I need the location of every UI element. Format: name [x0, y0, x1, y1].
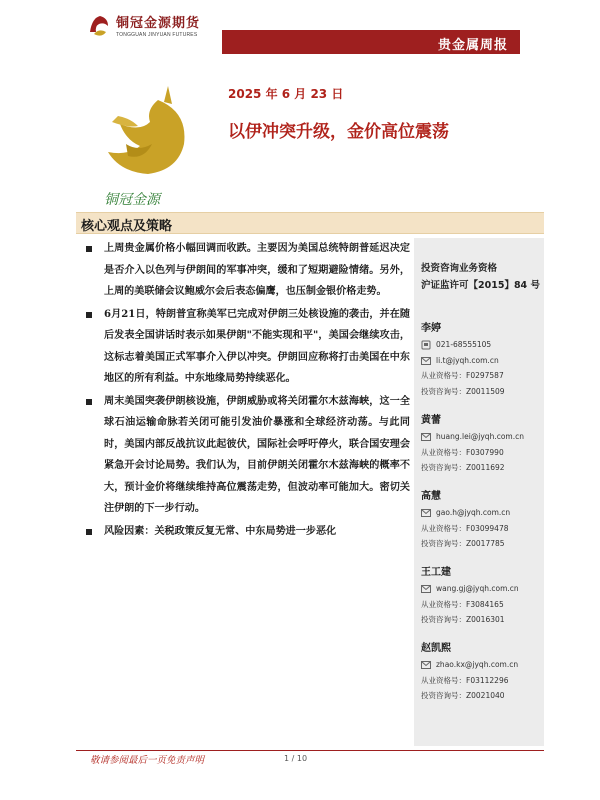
- analyst-email-row: [421, 429, 543, 445]
- analyst-consult-number: 投资咨询号：Z0017785: [421, 539, 505, 549]
- email-icon: [421, 433, 432, 441]
- email-icon: [421, 509, 432, 517]
- disclaimer-note: 敬请参阅最后一页免责声明: [90, 755, 205, 766]
- analyst-qualification: 从业资格号：F0297587: [421, 371, 504, 381]
- key-point-item: [80, 521, 410, 543]
- email-icon: [421, 661, 432, 669]
- analyst-qualification: 从业资格号：F3084165: [421, 599, 504, 609]
- analyst-email[interactable]: li.t@jyqh.com.cn: [436, 355, 499, 365]
- analyst-card: [421, 322, 543, 399]
- analyst-consult-number: 投资咨询号：Z0016301: [421, 615, 505, 625]
- license-line-2: 沪证监许可【2015】84 号: [421, 280, 540, 291]
- analyst-qualification: 从业资格号：F03112296: [421, 675, 509, 685]
- key-point-item: [80, 391, 410, 520]
- analyst-qualification: 从业资格号：F03099478: [421, 523, 509, 533]
- analyst-email-row: [421, 657, 543, 673]
- analyst-qualification: 从业资格号：F0307990: [421, 447, 504, 457]
- key-point-text: 6月21日，特朗普宣称美军已完成对伊朗三处核设施的袭击，并在随后发表全国讲话时表示如果伊朗"不能实现和平"，美国会继续攻击，这标志着美国正式军事介入伊以冲突。伊朗回应称将打击美国在中东地区的所有利益。中东地缘局势持续恶化。: [104, 308, 410, 384]
- license-line-1: 投资咨询业务资格: [421, 263, 498, 274]
- analyst-email-row: [421, 505, 543, 521]
- logo-company-name: 铜冠金源期货: [116, 16, 201, 31]
- footer-divider: [76, 750, 544, 751]
- analyst-email[interactable]: huang.lei@jyqh.com.cn: [436, 432, 524, 441]
- bullet-marker-icon: [86, 529, 92, 535]
- email-icon: [421, 357, 432, 365]
- analyst-phone: 021-68555105: [436, 340, 492, 349]
- emblem-caption: 铜冠金源: [104, 192, 160, 208]
- analyst-name: 高慧: [421, 491, 441, 502]
- logo-company-name-en: TONGGUAN JINYUAN FUTURES: [116, 32, 198, 38]
- analyst-consult-number: 投资咨询号：Z0011509: [421, 386, 505, 396]
- bullet-marker-icon: [86, 399, 92, 405]
- analyst-email[interactable]: wang.gj@jyqh.com.cn: [436, 584, 519, 593]
- section-title: 核心观点及策略: [81, 219, 173, 234]
- analyst-email[interactable]: zhao.kx@jyqh.com.cn: [436, 660, 519, 669]
- analyst-phone-row: [421, 337, 543, 353]
- bullet-marker-icon: [86, 312, 92, 318]
- key-point-item: [80, 304, 410, 390]
- license-info: [421, 260, 540, 294]
- page-number: 1 / 10: [284, 754, 308, 763]
- company-logo: [86, 10, 206, 46]
- analyst-email[interactable]: gao.h@jyqh.com.cn: [436, 508, 511, 517]
- key-point-text: 风险因素：关税政策反复无常、中东局势进一步恶化: [104, 525, 337, 537]
- analyst-card: [421, 414, 543, 476]
- page-header: [0, 0, 600, 62]
- analyst-card: [421, 490, 543, 552]
- analyst-email-row: [421, 581, 543, 597]
- email-icon: [421, 585, 432, 593]
- analyst-card: [421, 566, 543, 628]
- report-date: 2025 年 6 月 23 日: [228, 87, 344, 101]
- analyst-consult-number: 投资咨询号：Z0021040: [421, 691, 505, 701]
- analyst-name: 王工建: [421, 567, 451, 578]
- key-points-list: [80, 238, 410, 543]
- bullet-marker-icon: [86, 246, 92, 252]
- report-title: 以伊冲突升级，金价高位震荡: [228, 122, 449, 142]
- key-point-text: 上周贵金属价格小幅回调而收跌。主要因为美国总统特朗普延迟决定是否介入以色列与伊朗间的军事冲突，缓和了短期避险情绪。另外，上周的美联储会议鲍威尔会后表态偏鹰，也压制金银价格走势。: [104, 243, 410, 297]
- key-point-item: [80, 238, 410, 303]
- phone-icon: [421, 340, 432, 350]
- analyst-name: 黄蕾: [421, 415, 441, 426]
- gold-emblem-icon: [98, 82, 198, 212]
- logo-mark-icon: [86, 12, 112, 40]
- analyst-name: 李婷: [421, 323, 441, 334]
- analyst-consult-number: 投资咨询号：Z0011692: [421, 463, 505, 473]
- analyst-card: [421, 642, 543, 704]
- analyst-email-row: [421, 353, 543, 369]
- key-point-text: 周末美国突袭伊朗核设施，伊朗威胁或将关闭霍尔木兹海峡，这一全球石油运输命脉若关闭可能引发油价暴涨和全球经济动荡。与此同时，美国内部反战抗议此起彼伏，国际社会呼吁停火，联合国安理会紧急开会讨论局势。我们认为，目前伊朗关闭霍尔木兹海峡的概率不大，预计金价将继续维持高位震荡走势，但波动率可能加大。密切关注伊朗的下一步行动。: [104, 395, 410, 514]
- report-type-title: 贵金属周报: [437, 38, 508, 53]
- analyst-name: 赵凯熙: [421, 643, 451, 654]
